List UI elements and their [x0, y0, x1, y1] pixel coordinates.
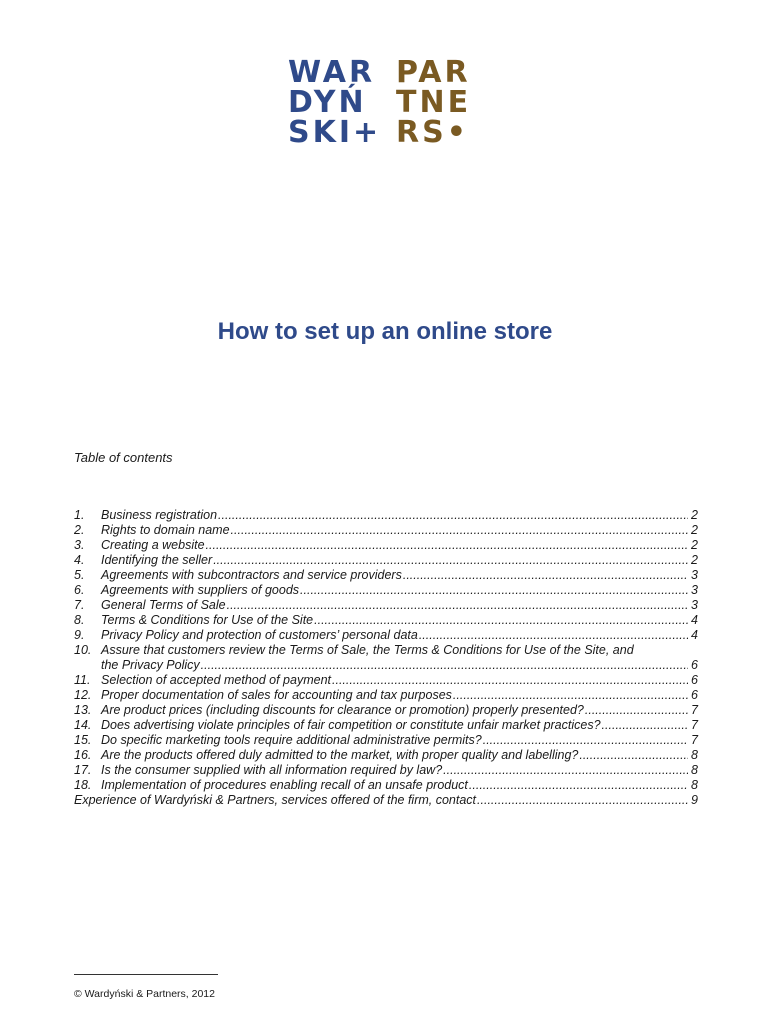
toc-entry-label: Terms & Conditions for Use of the Site [101, 613, 314, 627]
toc-entry[interactable] [74, 553, 698, 568]
toc-entry-page: 6 [691, 658, 698, 672]
toc-entry-number: 2. [74, 523, 85, 537]
toc-dot-leader [585, 703, 688, 718]
toc-entry-number: 12. [74, 688, 92, 702]
toc-entry-number: 9. [74, 628, 85, 642]
toc-entry-page: 4 [691, 628, 698, 642]
toc-dot-leader [403, 568, 688, 583]
toc-entry-label: Does advertising violate principles of fair competition or constitute unfair market practices? [101, 718, 601, 732]
toc-entry-page: 6 [691, 673, 698, 687]
toc-entry-label: Do specific marketing tools require additional administrative permits? [101, 733, 482, 747]
toc-entry[interactable] [74, 733, 698, 748]
toc-entry[interactable] [74, 538, 698, 553]
toc-dot-leader [227, 598, 688, 613]
toc-entry-label: Implementation of procedures enabling recall of an unsafe product [101, 778, 468, 792]
toc-entry-number: 15. [74, 733, 92, 747]
toc-entry-label: the Privacy Policy [101, 658, 200, 672]
toc-entry-number: 17. [74, 763, 92, 777]
toc-dot-leader [201, 658, 688, 673]
footnote-divider [74, 974, 218, 975]
toc-entry-page: 8 [691, 778, 698, 792]
logo-left-line-1: WAR [288, 55, 376, 90]
toc-dot-leader [206, 538, 689, 553]
toc-entry[interactable] [74, 778, 698, 793]
toc-entry[interactable] [74, 763, 698, 778]
toc-entry-label: Are the products offered duly admitted to the market, with proper quality and labelling? [101, 748, 579, 762]
toc-dot-leader [218, 508, 688, 523]
toc-dot-leader [300, 583, 688, 598]
firm-logo [288, 55, 488, 150]
logo-right-line-1: PAR [396, 55, 471, 90]
toc-entry-page: 9 [691, 793, 698, 807]
toc-entry-page: 2 [691, 523, 698, 537]
toc-dot-leader [477, 793, 688, 808]
toc-entry[interactable] [74, 598, 698, 613]
toc-entry-label: Agreements with suppliers of goods [101, 583, 300, 597]
toc-entry[interactable] [74, 523, 698, 538]
toc-dot-leader [419, 628, 688, 643]
toc-entry-label: Selection of accepted method of payment [101, 673, 332, 687]
toc-entry-unnumbered[interactable] [74, 793, 698, 808]
logo-right-line-3: RS• [396, 115, 469, 150]
toc-entry[interactable] [74, 688, 698, 703]
toc-dot-leader [314, 613, 688, 628]
toc-entry-page: 8 [691, 763, 698, 777]
toc-dot-leader [231, 523, 689, 538]
toc-dot-leader [443, 763, 688, 778]
toc-entry-page: 3 [691, 568, 698, 582]
toc-dot-leader [213, 553, 688, 568]
logo-right-line-2: TNE [396, 85, 472, 120]
toc-entry-number: 5. [74, 568, 85, 582]
toc-entry-number: 13. [74, 703, 92, 717]
toc-entry[interactable] [74, 613, 698, 628]
toc-entry-label: General Terms of Sale [101, 598, 226, 612]
toc-heading: Table of contents [74, 450, 173, 465]
toc-entry[interactable] [74, 583, 698, 598]
toc-entry[interactable] [74, 703, 698, 718]
logo-left-line-2: DYŃ [288, 85, 367, 120]
toc-entry-label: Privacy Policy and protection of customers’ personal data [101, 628, 418, 642]
toc-dot-leader [453, 688, 688, 703]
toc-entry[interactable] [74, 748, 698, 763]
toc-entry-page: 7 [691, 718, 698, 732]
toc-entry-label: Agreements with subcontractors and service providers [101, 568, 402, 582]
toc-entry-label: Creating a website [101, 538, 205, 552]
toc-entry-page: 7 [691, 703, 698, 717]
toc-entry[interactable] [74, 673, 698, 688]
toc-entry-page: 8 [691, 748, 698, 762]
toc-entry-page: 3 [691, 598, 698, 612]
toc-entry-number: 16. [74, 748, 92, 762]
toc-entry-page: 3 [691, 583, 698, 597]
toc-entry-number: 4. [74, 553, 85, 567]
toc-entry-label: Proper documentation of sales for accounting and tax purposes [101, 688, 452, 702]
toc-entry-label: Are product prices (including discounts for clearance or promotion) properly presented? [101, 703, 584, 717]
toc-entry-label-line-1: Assure that customers review the Terms of Sale, the Terms & Conditions for Use of the Site, and [101, 643, 634, 657]
toc-entry-number: 1. [74, 508, 85, 522]
toc-entry-label: Identifying the seller [101, 553, 213, 567]
toc-entry-number: 18. [74, 778, 92, 792]
toc-entry-page: 2 [691, 508, 698, 522]
toc-entry-label: Business registration [101, 508, 218, 522]
toc-entry-page: 2 [691, 553, 698, 567]
toc-entry[interactable] [74, 568, 698, 583]
document-title: How to set up an online store [217, 318, 553, 345]
toc-entry-page: 4 [691, 613, 698, 627]
toc-entry-page: 7 [691, 733, 698, 747]
logo-left-line-3: SKI+ [288, 115, 382, 150]
copyright-footnote: © Wardyński & Partners, 2012 [74, 988, 215, 1000]
toc-entry-page: 6 [691, 688, 698, 702]
toc-dot-leader [469, 778, 688, 793]
toc-entry-continuation[interactable] [74, 658, 698, 673]
toc-dot-leader [332, 673, 688, 688]
toc-entry-number: 8. [74, 613, 85, 627]
toc-entry[interactable] [74, 718, 698, 733]
toc-entry-number: 6. [74, 583, 85, 597]
toc-entry[interactable] [74, 643, 698, 658]
toc-entry-number: 10. [74, 643, 92, 657]
toc-entry-number: 14. [74, 718, 92, 732]
table-of-contents [74, 508, 698, 808]
toc-entry-label: Is the consumer supplied with all information required by law? [101, 763, 443, 777]
toc-entry-page: 2 [691, 538, 698, 552]
toc-dot-leader [579, 748, 688, 763]
toc-entry-number: 11. [74, 673, 91, 687]
toc-dot-leader [483, 733, 688, 748]
toc-entry-label: Rights to domain name [101, 523, 230, 537]
toc-entry-number: 7. [74, 598, 85, 612]
toc-entry[interactable] [74, 508, 698, 523]
toc-entry-number: 3. [74, 538, 85, 552]
toc-entry-label: Experience of Wardyński & Partners, services offered of the firm, contact [74, 793, 477, 807]
toc-entry[interactable] [74, 628, 698, 643]
toc-dot-leader [602, 718, 689, 733]
